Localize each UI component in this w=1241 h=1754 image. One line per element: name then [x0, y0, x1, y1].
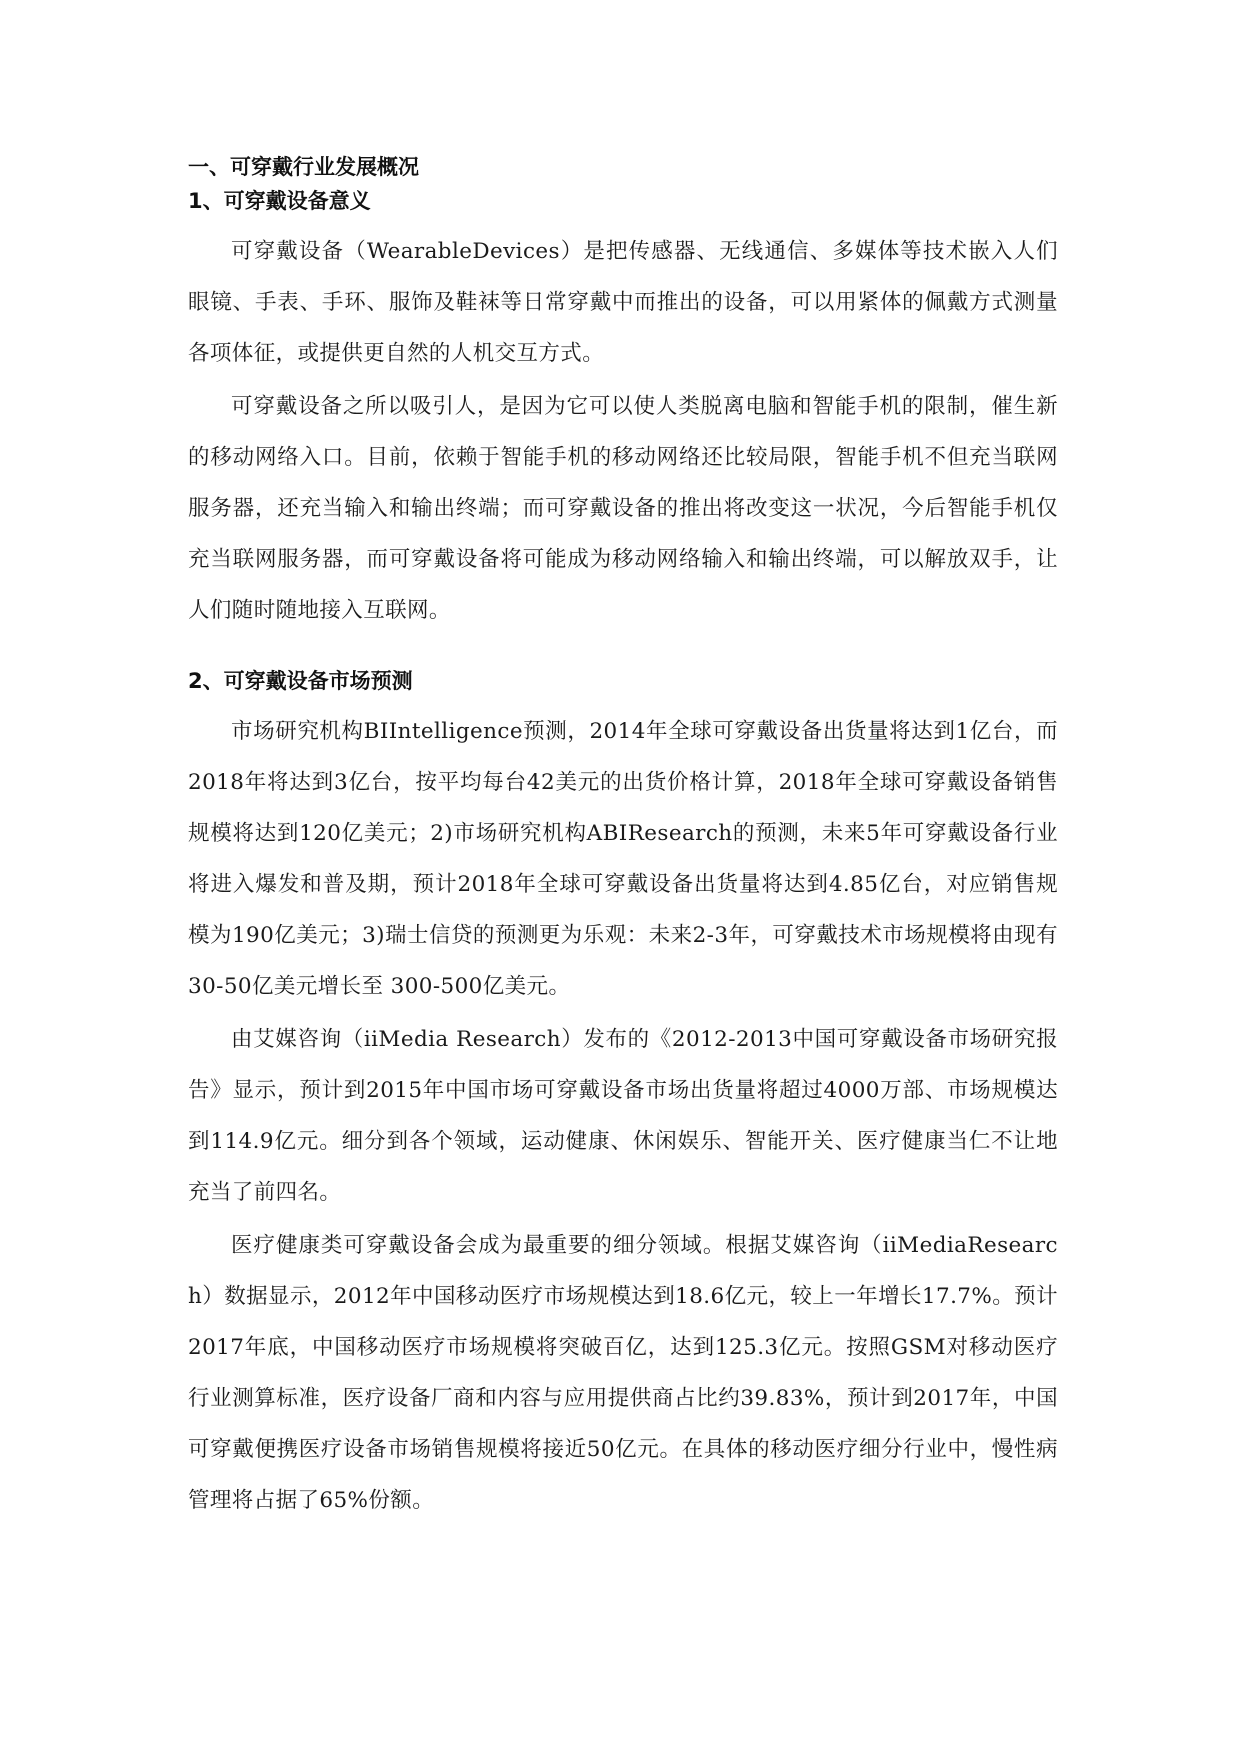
- section-2-paragraph-3: 医疗健康类可穿戴设备会成为最重要的细分领域。根据艾媒咨询（iiMediaResearch）数据显示，2012年中国移动医疗市场规模达到18.6亿元，较上一年增长17.7%。预计2017年底，中国移动医疗市场规模将突破百亿，达到125.3亿元。按照GSM对移动医疗行业测算标准，医疗设备厂商和内容与应用提供商占比约39.83%，预计到2017年，中国可穿戴便携医疗设备市场销售规模将接近50亿元。在具体的移动医疗细分行业中，慢性病管理将占据了65%份额。: [188, 1233, 1058, 1513]
- section-1-paragraph-1: 可穿戴设备（WearableDevices）是把传感器、无线通信、多媒体等技术嵌入人们眼镜、手表、手环、服饰及鞋袜等日常穿戴中而推出的设备，可以用紧体的佩戴方式测量各项体征，或提供更自然的人机交互方式。: [188, 239, 1058, 366]
- section-2-title: 2、可穿戴设备市场预测: [188, 669, 413, 693]
- section-2-paragraph-2: 由艾媒咨询（iiMedia Research）发布的《2012-2013中国可穿戴设备市场研究报告》显示，预计到2015年中国市场可穿戴设备市场出货量将超过4000万部、市场规模达到114.9亿元。细分到各个领域，运动健康、休闲娱乐、智能开关、医疗健康当仁不让地充当了前四名。: [188, 1027, 1058, 1205]
- section-1-paragraph-2: 可穿戴设备之所以吸引人，是因为它可以使人类脱离电脑和智能手机的限制，催生新的移动网络入口。目前，依赖于智能手机的移动网络还比较局限，智能手机不但充当联网服务器，还充当输入和输出终端；而可穿戴设备的推出将改变这一状况，今后智能手机仅充当联网服务器，而可穿戴设备将可能成为移动网络输入和输出终端，可以解放双手，让人们随时随地接入互联网。: [188, 394, 1058, 623]
- document-body: [188, 150, 1058, 1528]
- section-spacer: [188, 638, 1058, 664]
- section-1-title: 1、可穿戴设备意义: [188, 189, 371, 213]
- section-2-paragraph-1: 市场研究机构BIIntelligence预测，2014年全球可穿戴设备出货量将达到1亿台，而2018年将达到3亿台，按平均每台42美元的出货价格计算，2018年全球可穿戴设备销售规模将达到120亿美元；2)市场研究机构ABIResearch的预测，未来5年可穿戴设备行业将进入爆发和普及期，预计2018年全球可穿戴设备出货量将达到4.85亿台，对应销售规模为190亿美元；3)瑞士信贷的预测更为乐观：未来2-3年，可穿戴技术市场规模将由现有30-50亿美元增长至 300-500亿美元。: [188, 719, 1058, 999]
- main-heading: 一、可穿戴行业发展概况: [188, 155, 419, 179]
